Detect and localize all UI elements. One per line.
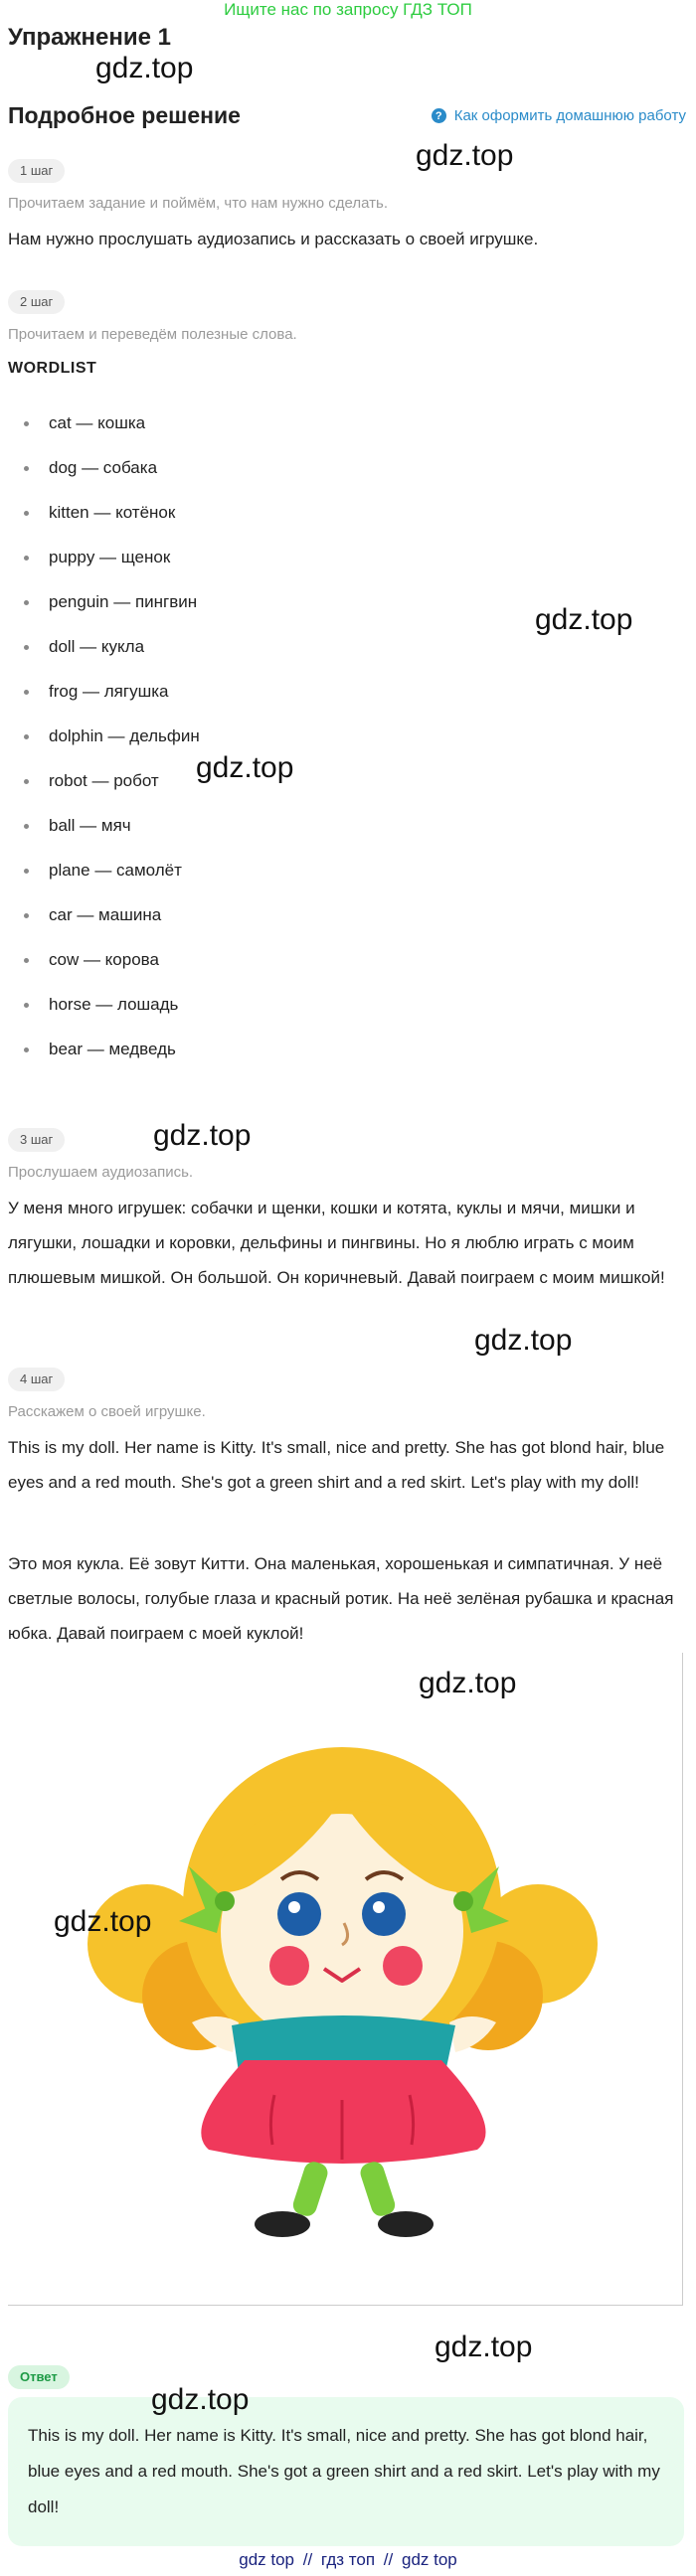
list-item: penguin — пингвин [24, 584, 200, 629]
footer-separator: // [302, 2550, 313, 2569]
footer-separator: // [383, 2550, 394, 2569]
step-hint: Прочитаем задание и поймём, что нам нужно сделать. [8, 195, 389, 212]
footer-link[interactable]: gdz top [239, 2550, 294, 2569]
watermark: gdz.top [153, 1119, 252, 1152]
list-item: car — машина [24, 897, 200, 942]
search-banner: Ищите нас по запросу ГДЗ ТОП [224, 0, 472, 19]
list-item: horse — лошадь [24, 987, 200, 1032]
step-text-russian: Это моя кукла. Её зовут Китти. Она маленькая, хорошенькая и симпатичная. У неё светлые волосы, голубые глаза и красный ротик. На неё зелёная рубашка и красная юбка. Давай поиграем с моей куклой! [8, 1554, 674, 1643]
word-list [24, 405, 200, 1076]
list-item: puppy — щенок [24, 540, 200, 584]
doll-illustration [8, 1653, 683, 2306]
step-hint: Расскажем о своей игрушке. [8, 1403, 206, 1420]
step-hint: Прочитаем и переведём полезные слова. [8, 326, 297, 343]
list-item: doll — кукла [24, 629, 200, 674]
step-hint: Прослушаем аудиозапись. [8, 1164, 194, 1181]
watermark: gdz.top [435, 2331, 533, 2363]
list-item: plane — самолёт [24, 853, 200, 897]
step-text: У меня много игрушек: собачки и щенки, кошки и котята, куклы и мячи, мишки и лягушки, лошадки и коровки, дельфины и пингвины. Но я люблю играть с моим плюшевым мишкой. Он большой. Он коричневый. Давай поиграем с моим мишкой! [8, 1199, 665, 1287]
howto-link-label: Как оформить домашнюю работу [453, 107, 686, 124]
footer-link[interactable]: гдз топ [320, 2550, 376, 2569]
watermark: gdz.top [419, 1667, 517, 1699]
answer-box: This is my doll. Her name is Kitty. It's small, nice and pretty. She has got blond hair, blue eyes and a red mouth. She's got a green shirt and a red skirt. Let's play with my doll! [8, 2397, 684, 2546]
step-badge: 1 шаг [8, 159, 65, 183]
watermark: gdz.top [416, 139, 514, 172]
page-title: Упражнение 1 [8, 24, 171, 51]
list-item: kitten — котёнок [24, 495, 200, 540]
footer-link[interactable]: gdz top [401, 2550, 457, 2569]
step-text: Нам нужно прослушать аудиозапись и рассказать о своей игрушке. [8, 230, 539, 248]
list-item: dolphin — дельфин [24, 719, 200, 763]
list-item: cow — корова [24, 942, 200, 987]
doll-illustration-frame [8, 1653, 683, 2306]
step-badge: 2 шаг [8, 290, 65, 314]
section-title: Подробное решение [8, 102, 241, 128]
step-badge: 4 шаг [8, 1368, 65, 1391]
list-item: dog — собака [24, 450, 200, 495]
question-icon: ? [432, 108, 446, 123]
watermark: gdz.top [95, 52, 194, 84]
list-item: robot — робот [24, 763, 200, 808]
answer-badge: Ответ [8, 2365, 70, 2389]
step-badge: 3 шаг [8, 1128, 65, 1152]
wordlist-title: WORDLIST [8, 360, 97, 377]
list-item: ball — мяч [24, 808, 200, 853]
howto-link[interactable] [432, 107, 686, 124]
watermark: gdz.top [535, 603, 633, 636]
watermark: gdz.top [196, 751, 294, 784]
list-item: bear — медведь [24, 1032, 200, 1076]
footer-links [0, 2550, 696, 2570]
list-item: frog — лягушка [24, 674, 200, 719]
step-text-english: This is my doll. Her name is Kitty. It's small, nice and pretty. She has got blond hair, blue eyes and a red mouth. She's got a green shirt and a red skirt. Let's play with my doll! [8, 1438, 665, 1492]
watermark: gdz.top [54, 1905, 152, 1938]
list-item: cat — кошка [24, 405, 200, 450]
watermark: gdz.top [474, 1324, 573, 1357]
watermark: gdz.top [151, 2383, 250, 2416]
